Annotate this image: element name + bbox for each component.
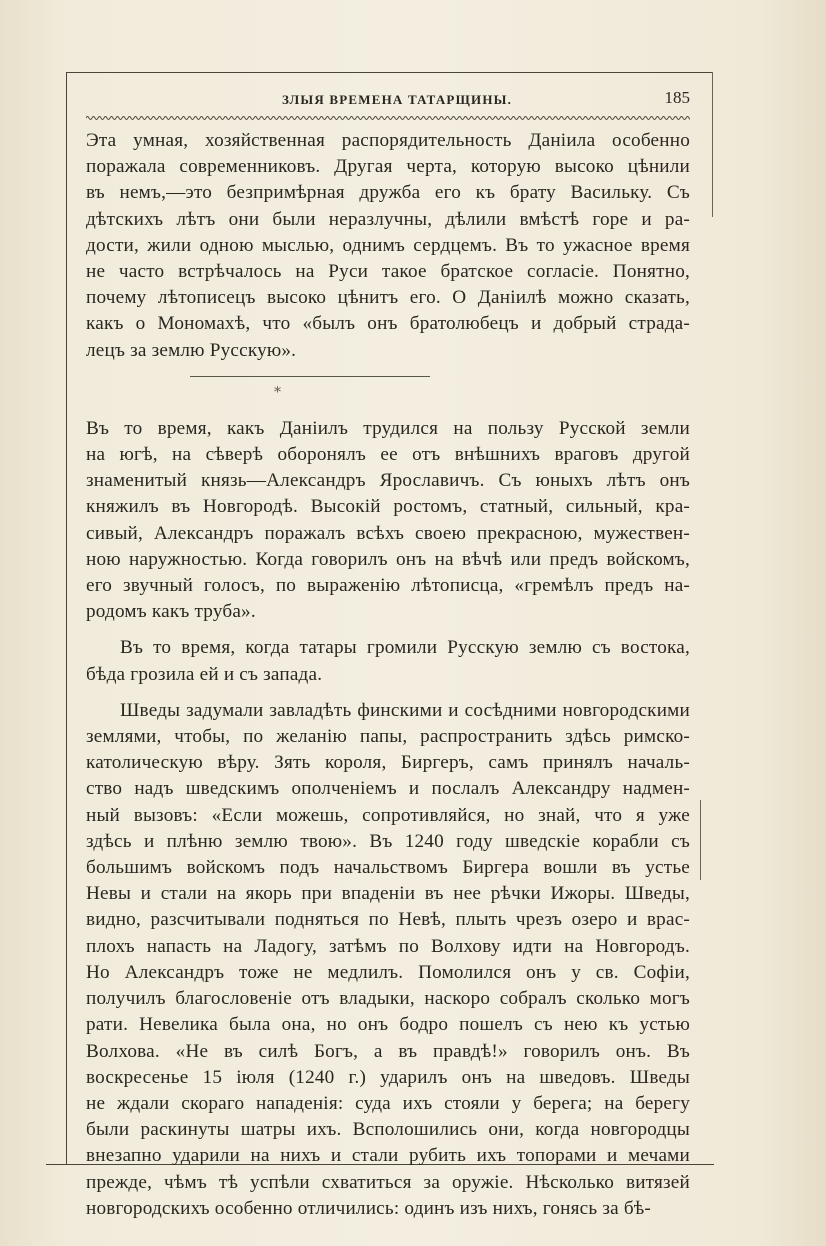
- section-divider-rule: [190, 376, 430, 377]
- paragraph-daniil: [86, 128, 690, 364]
- body-text: [86, 128, 690, 1222]
- text-line: Но Александръ тоже не медлилъ. Помолился онъ у св. Софіи,: [86, 961, 690, 983]
- text-line: Шведы задумали завладѣть финскими и сосѣдними новгородскими: [120, 699, 690, 721]
- text-line: землями, чтобы, по желанію папы, распространить здѣсь римско-: [86, 726, 690, 748]
- text-line: прежде, чѣмъ тѣ успѣли схватиться за оружіе. Нѣсколько витязей: [86, 1171, 690, 1193]
- text-line: получилъ благословеніе отъ владыки, наскоро собралъ сколько могъ: [86, 988, 690, 1010]
- text-line: большимъ войскомъ подъ начальствомъ Биргера вошли въ устье: [86, 857, 690, 879]
- text-line: не часто встрѣчалось на Руси такое братское согласіе. Понятно,: [86, 261, 690, 283]
- text-line: здѣсь и плѣню землю твою». Въ 1240 году шведскіе корабли съ: [86, 830, 690, 852]
- text-line: ство надъ шведскимъ ополченіемъ и послалъ Александру надмен-: [86, 778, 690, 800]
- paragraph-alexander: [86, 416, 690, 626]
- text-line: знаменитый князь—Александръ Ярославичъ. Съ юныхъ лѣтъ онъ: [86, 470, 690, 492]
- text-line: сивый, Александръ поражалъ всѣхъ своею прекрасною, мужествен-: [86, 522, 690, 544]
- text-line: Эта умная, хозяйственная распорядительность Даніила особенно: [86, 130, 690, 151]
- text-line: дѣтскихъ лѣтъ они были неразлучны, дѣлили вмѣстѣ горе и ра-: [86, 208, 690, 230]
- section-mark: ⁎: [274, 381, 281, 396]
- page-header: [86, 88, 690, 114]
- text-line: Въ то время, когда татары громили Русскую землю съ востока,: [120, 637, 690, 659]
- page-number: 185: [664, 88, 690, 107]
- text-line: ною наружностью. Когда говорилъ онъ на вѣчѣ или предъ войскомъ,: [86, 548, 690, 570]
- text-line: на югѣ, на сѣверѣ оборонялъ ее отъ внѣшнихъ враговъ другой: [86, 444, 690, 466]
- page-frame-right-lower: [700, 800, 701, 880]
- text-line: воскресенье 15 іюля (1240 г.) ударилъ онъ на шведовъ. Шведы: [86, 1066, 690, 1088]
- text-line: поражала современниковъ. Другая черта, которую высоко цѣнили: [86, 156, 690, 178]
- paragraph-swedes: [86, 698, 690, 1222]
- text-line: видно, разсчитывали подняться по Невѣ, плыть чрезъ озеро и врас-: [86, 909, 690, 931]
- text-line: ный вызовъ: «Если можешь, сопротивляйся, но знай, что я уже: [86, 804, 690, 826]
- text-line: внезапно ударили на нихъ и стали рубить ихъ топорами и мечами: [86, 1145, 690, 1167]
- text-line: какъ о Мономахѣ, что «былъ онъ братолюбецъ и добрый страда-: [86, 313, 690, 335]
- text-line: Невы и стали на якорь при впаденіи въ нее рѣчки Ижоры. Шведы,: [86, 883, 690, 905]
- running-title: ЗЛЫЯ ВРЕМЕНА ТАТАРЩИНЫ.: [282, 92, 513, 107]
- text-line: не ждали скораго нападенія: суда ихъ стояли у берега; на берегу: [86, 1092, 690, 1114]
- text-line: католическую вѣру. Зять короля, Биргеръ, самъ принялъ началь-: [86, 752, 690, 774]
- wavy-header-rule: [86, 114, 690, 122]
- text-line: плохъ напасть на Ладогу, затѣмъ по Волхову идти на Новгородъ.: [86, 935, 690, 957]
- text-line: княжилъ въ Новгородѣ. Высокій ростомъ, статный, сильный, кра-: [86, 496, 690, 518]
- text-line: въ немъ,—это безпримѣрная дружба его къ брату Васильку. Съ: [86, 182, 690, 204]
- page-frame-left: [66, 72, 67, 1164]
- text-line: были раскинуты шатры ихъ. Всполошились они, когда новгородцы: [86, 1119, 690, 1141]
- text-line: родомъ какъ труба».: [86, 601, 256, 623]
- text-line: Въ то время, какъ Даніилъ трудился на пользу Русской земли: [86, 417, 690, 439]
- text-line: бѣда грозила ей и съ запада.: [86, 663, 323, 685]
- page-frame-top: [66, 72, 712, 73]
- text-line: новгородскихъ особенно отличились: одинъ изъ нихъ, гонясь за бѣ-: [86, 1197, 651, 1219]
- text-line: лецъ за землю Русскую».: [86, 339, 297, 361]
- text-line: дости, жили одною мыслью, однимъ сердцемъ. Въ то ужасное время: [86, 234, 690, 256]
- text-line: рати. Невелика была она, но онъ бодро пошелъ съ нею къ устью: [86, 1014, 690, 1036]
- paragraph-west-threat: [86, 635, 690, 687]
- text-line: его звучный голосъ, по выраженію лѣтописца, «гремѣлъ предъ на-: [86, 575, 690, 597]
- text-line: почему лѣтописецъ высоко цѣнитъ его. О Даніилѣ можно сказать,: [86, 287, 690, 309]
- page-frame-right-upper: [712, 72, 713, 217]
- text-line: Волхова. «Не въ силѣ Богъ, а въ правдѣ!» говорилъ онъ. Въ: [86, 1040, 690, 1062]
